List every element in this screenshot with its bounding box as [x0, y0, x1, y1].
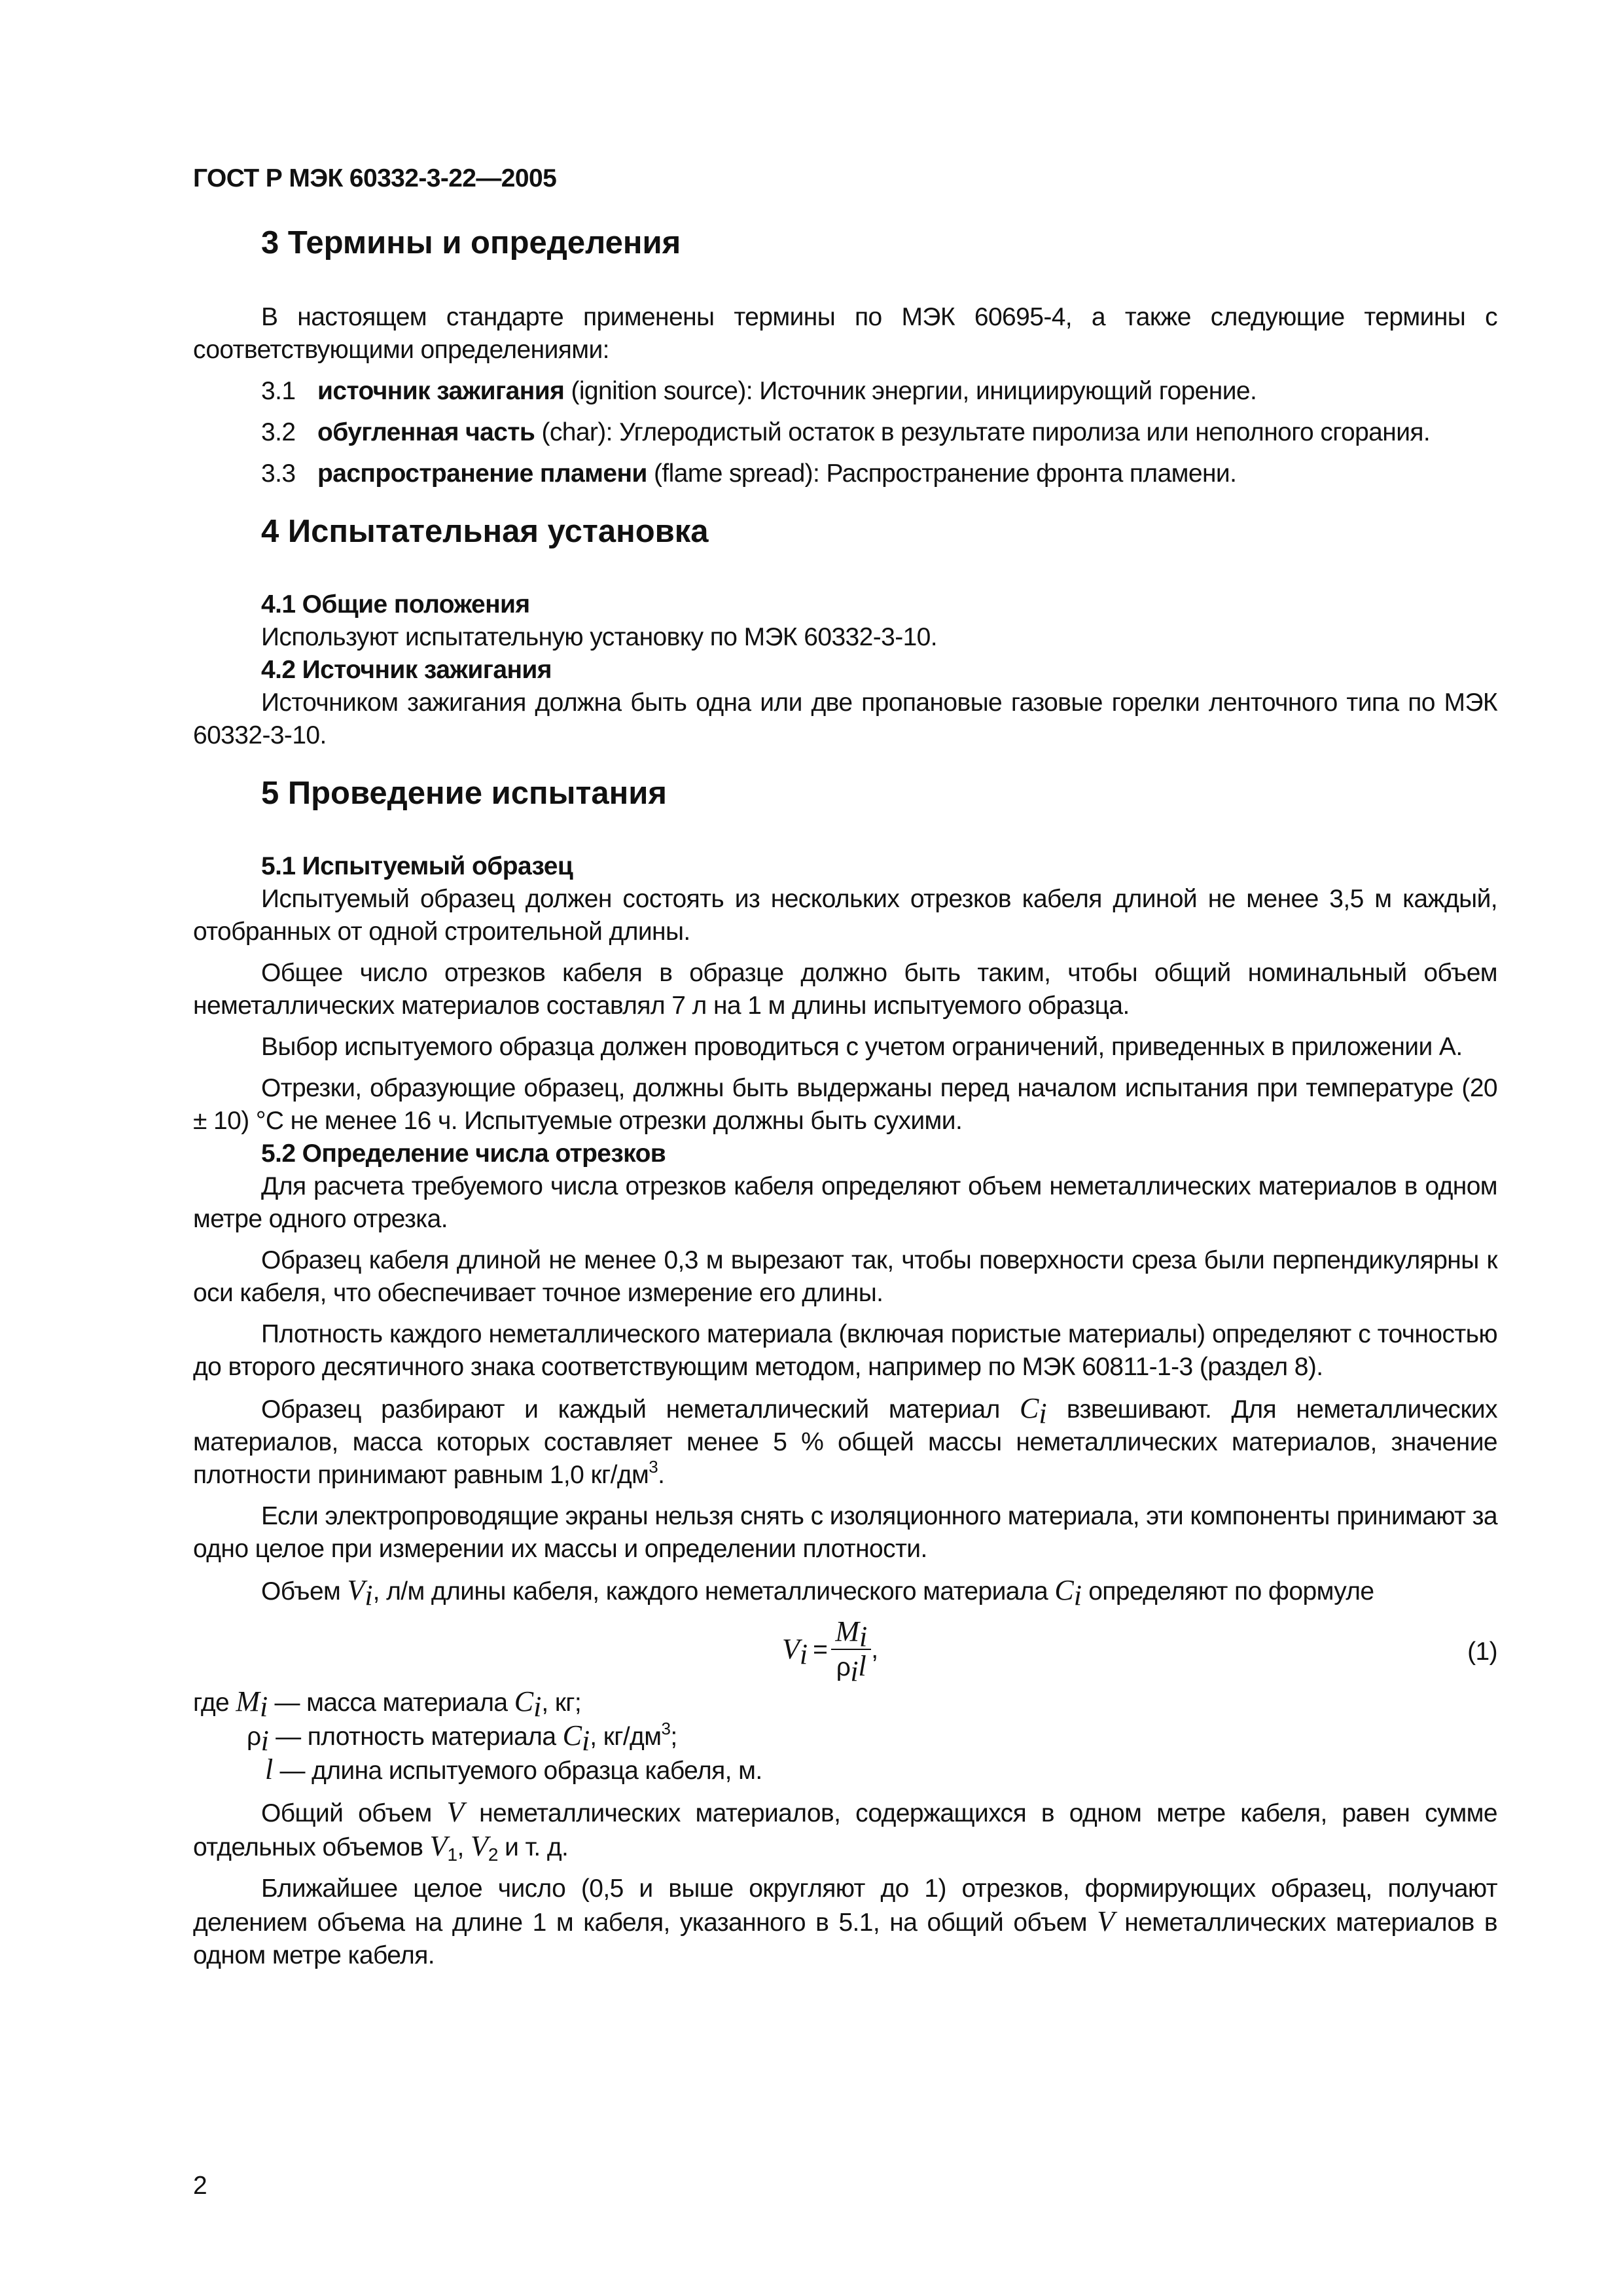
text-span: взвешивают. Для неметаллических материалов, масса которых составляет менее 5 % общей массы неметаллических материалов, значение плотности принимают равным 1,0 кг/дм [193, 1395, 1497, 1489]
paragraph: Для расчета требуемого числа отрезков кабеля определяют объем неметаллических материалов в одном метре одного отрезка. [193, 1172, 1497, 1233]
symbol-v: V [446, 1796, 465, 1828]
superscript-3: 3 [649, 1457, 658, 1477]
text-span: определяют по формуле [1081, 1577, 1374, 1605]
symbol-c: C [1054, 1574, 1074, 1606]
equals-sign: = [813, 1636, 828, 1664]
text-span: Ближайшее целое число (0,5 и выше округляют до 1) отрезков, формирующих образец, получают делением объема на длине 1 м кабеля, указанного в 5.1, на общий объем [193, 1874, 1497, 1937]
term-number: 3.1 [261, 377, 296, 405]
legend-item-density [193, 1719, 1497, 1757]
subscript-i: i [365, 1579, 373, 1611]
text-span: ; [670, 1723, 677, 1751]
subsection-5-2-title: 5.2 Определение числа отрезков [261, 1139, 666, 1168]
subsection-4-2-text: Источником зажигания должна быть одна или две пропановые газовые горелки ленточного типа по МЭК 60332-3-10. [193, 689, 1497, 749]
term-name: распространение пламени [317, 459, 647, 488]
symbol-m: M [236, 1685, 260, 1717]
subscript-i: i [1039, 1397, 1047, 1429]
symbol-c: C [562, 1719, 582, 1751]
text-span: неметаллических материалов в одном метре кабеля. [193, 1909, 1498, 1969]
term-name: обугленная часть [317, 418, 535, 446]
symbol-v: V [782, 1633, 800, 1665]
standard-header: ГОСТ Р МЭК 60332-3-22—2005 [193, 164, 557, 192]
formula-legend [193, 1685, 1497, 1787]
legend-item-mass [193, 1685, 1497, 1723]
paragraph: Отрезки, образующие образец, должны быть выдержаны перед началом испытания при температуре (20 ± 10) °С не менее 16 ч. Испытуемые отрезки должны быть сухими. [193, 1074, 1497, 1135]
paragraph: Общее число отрезков кабеля в образце должно быть таким, чтобы общий номинальный объем неметаллических материалов составлял 7 л на 1 м длины испытуемого образца. [193, 959, 1497, 1020]
text-span: Объем [261, 1577, 348, 1605]
term-definition: (char): Углеродистый остаток в результате пиролиза или неполного сгорания. [535, 418, 1431, 446]
subscript-i: i [582, 1725, 590, 1757]
text-span: — плотность материала [268, 1723, 563, 1751]
subscript-1: 1 [447, 1844, 457, 1865]
term-name: источник зажигания [317, 377, 565, 405]
symbol-v: V [347, 1574, 365, 1606]
subscript-i: i [799, 1638, 808, 1670]
text-span: , кг; [541, 1689, 582, 1717]
formula-comma: , [871, 1636, 878, 1664]
term-definition: (ignition source): Источник энергии, инициирующий горение. [564, 377, 1257, 405]
superscript-3: 3 [661, 1719, 671, 1738]
text-span: Образец разбирают и каждый неметаллический материал [261, 1395, 1020, 1424]
paragraph: Плотность каждого неметаллического материала (включая пористые материалы) определяют с точностью до второго десятичного знака соответствующим методом, например по МЭК 60811-1-3 (раздел 8). [193, 1320, 1497, 1381]
paragraph-total-volume [193, 1796, 1497, 1864]
symbol-c: C [514, 1685, 534, 1717]
term-number: 3.2 [261, 418, 296, 446]
text-span: и т. д. [497, 1833, 569, 1861]
formula-number: (1) [1467, 1638, 1497, 1666]
term-3-2 [193, 416, 1497, 449]
symbol-rho: ρ [247, 1723, 261, 1751]
symbol-l: l [265, 1753, 274, 1785]
formula-expression [782, 1615, 878, 1687]
term-definition: (flame spread): Распространение фронта пламени. [647, 459, 1237, 488]
numerator [831, 1615, 871, 1653]
denominator [832, 1650, 870, 1687]
page-number: 2 [193, 2172, 207, 2200]
legend-item-length [193, 1753, 1497, 1787]
term-3-1 [193, 375, 1497, 408]
symbol-v: V [1097, 1905, 1115, 1937]
symbol-v: V [470, 1830, 488, 1862]
subscript-2: 2 [488, 1844, 498, 1865]
symbol-rho: ρ [836, 1653, 851, 1681]
paragraph-segment-count [193, 1873, 1497, 1972]
subscript-i: i [533, 1691, 542, 1723]
paragraph: Испытуемый образец должен состоять из нескольких отрезков кабеля длиной не менее 3,5 м каждый, отобранных от одной строительной длины. [193, 885, 1497, 946]
symbol-m: M [835, 1615, 859, 1647]
paragraph: Выбор испытуемого образца должен проводиться с учетом ограничений, приведенных в приложении А. [261, 1033, 1463, 1061]
term-3-3 [193, 457, 1497, 490]
subscript-i: i [850, 1655, 859, 1687]
section-3-intro: В настоящем стандарте применены термины по МЭК 60695-4, а также следующие термины с соответствующими определениями: [193, 303, 1497, 364]
text-span: — длина испытуемого образца кабеля, м. [273, 1757, 762, 1785]
paragraph-volume-formula-intro [193, 1574, 1497, 1611]
fraction [831, 1615, 871, 1687]
paragraph: Образец кабеля длиной не менее 0,3 м вырезают так, чтобы поверхности среза были перпендикулярны к оси кабеля, что обеспечивает точное измерение его длины. [193, 1246, 1497, 1307]
section-4-title: 4 Испытательная установка [261, 514, 709, 549]
subsection-5-1-title: 5.1 Испытуемый образец [261, 852, 573, 880]
symbol-c: C [1020, 1392, 1039, 1424]
symbol-l: l [858, 1650, 866, 1682]
section-5-title: 5 Проведение испытания [261, 776, 667, 811]
symbol-v: V [429, 1830, 448, 1862]
paragraph-material-weighing: Образец разбирают и каждый неметаллический материал $C_i$ взвешивают. Для неметаллических материалов, масса которых составляет менее 5 % общей массы неметаллических материалов, значение плотности принимают равным 1,0 $кг/дм^3$. [193, 1392, 1497, 1489]
subscript-i: i [260, 1691, 268, 1723]
subsection-4-1-text: Используют испытательную установку по МЭК 60332-3-10. [261, 623, 938, 651]
subsection-4-2-title: 4.2 Источник зажигания [261, 656, 552, 684]
text-span: , л/м длины кабеля, каждого неметаллического материала [372, 1577, 1055, 1605]
page-content [193, 162, 1497, 1972]
subsection-4-1-title: 4.1 Общие положения [261, 590, 530, 619]
text-span: , кг/дм [590, 1723, 662, 1751]
subscript-i: i [1073, 1579, 1082, 1611]
text-span: где [193, 1689, 236, 1717]
term-number: 3.3 [261, 459, 296, 488]
subscript-i: i [260, 1725, 269, 1757]
text-span: Общий объем [261, 1799, 447, 1827]
paragraph: Если электропроводящие экраны нельзя снять с изоляционного материала, эти компоненты принимают за одно целое при измерении их массы и определении плотности. [193, 1502, 1497, 1563]
formula-1 [193, 1612, 1497, 1685]
text-span: — масса материала [268, 1689, 514, 1717]
text-span: неметаллических материалов, содержащихся в одном метре кабеля, равен сумме отдельных объемов [193, 1799, 1497, 1861]
separator: , [457, 1833, 471, 1861]
subscript-i: i [859, 1621, 868, 1653]
section-3-title: 3 Термины и определения [261, 225, 681, 260]
